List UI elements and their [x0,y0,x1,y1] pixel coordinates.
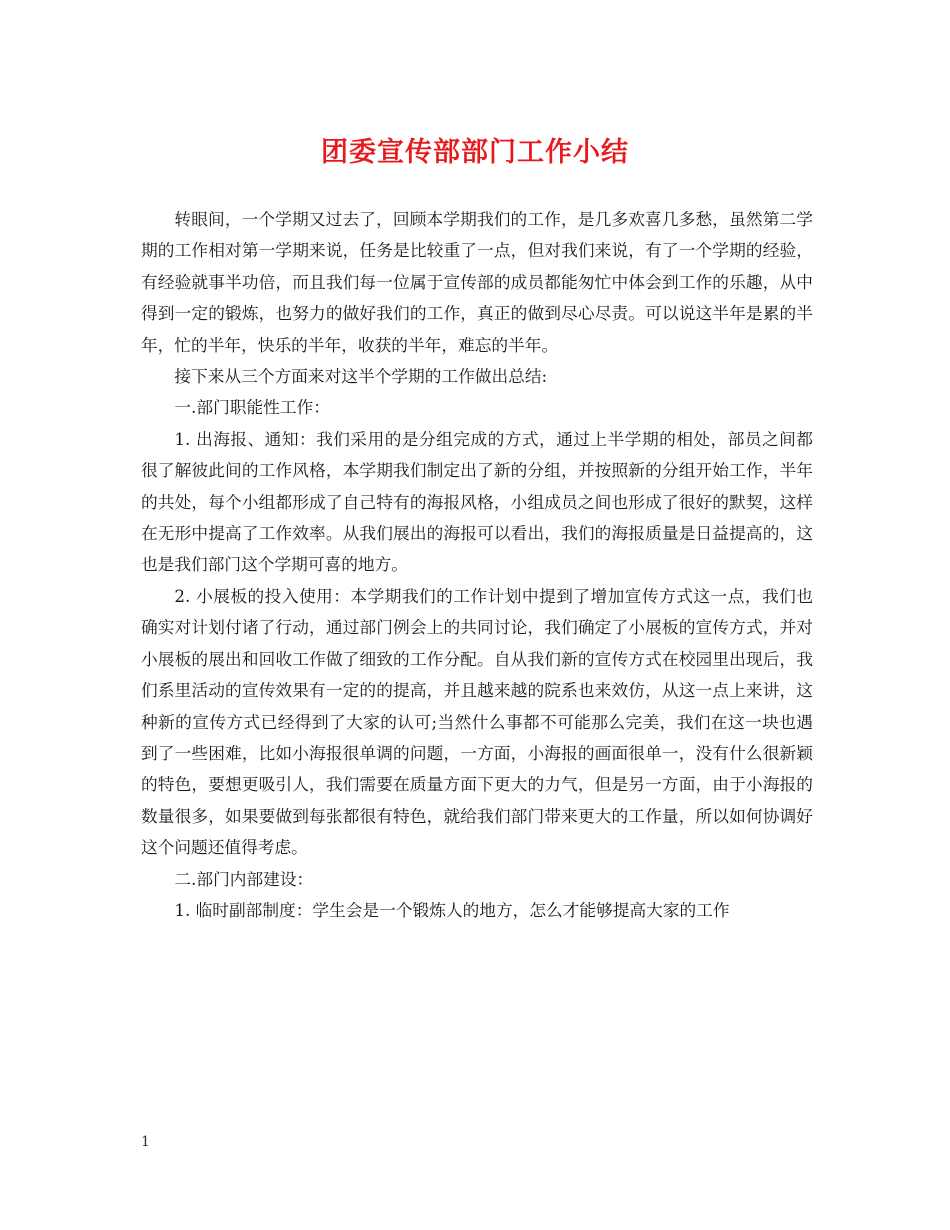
section-heading-internal-construction: 二.部门内部建设： [174,868,314,889]
paragraph-temporary-deputy-system: 1. 临时副部制度：学生会是一个锻炼人的地方，怎么才能够提高大家的工作 [174,899,730,920]
paragraph-posters-notices: 1. 出海报、通知：我们采用的是分组完成的方式，通过上半学期的相处，部员之间都很了解彼此间的工作风格，本学期我们制定出了新的分组，并按照新的分组开始工作，半年的共处，每个小组都形成了自己特有的海报风格，小组成员之间也形成了很好的默契，这样在无形中提高了工作效率。从我们展出的海报可以看出，我们的海报质量是日益提高的，这也是我们部门这个学期可喜的地方。 [141,428,813,575]
paragraph-summary-lead: 接下来从三个方面来对这半个学期的工作做出总结: [174,366,548,387]
paragraph-intro: 转眼间，一个学期又过去了，回顾本学期我们的工作，是几多欢喜几多愁，虽然第二学期的工作相对第一学期来说，任务是比较重了一点，但对我们来说，有了一个学期的经验，有经验就事半功倍，而且我们每一位属于宣传部的成员都能匆忙中体会到工作的乐趣，从中得到一定的锻炼，也努力的做好我们的工作，真正的做到尽心尽责。可以说这半年是累的半年，忙的半年，快乐的半年，收获的半年，难忘的半年。 [141,209,813,355]
paragraph-small-display-boards: 2. 小展板的投入使用：本学期我们的工作计划中提到了增加宣传方式这一点，我们也确实对计划付诸了行动，通过部门例会上的共同讨论，我们确定了小展板的宣传方式，并对小展板的展出和回收工作做了细致的工作分配。自从我们新的宣传方式在校园里出现后，我们系里活动的宣传效果有一定的的提高，并且越来越的院系也来效仿，从这一点上来讲，这种新的宣传方式已经得到了大家的认可;当然什么事都不可能那么完美，我们在这一块也遇到了一些困难，比如小海报很单调的问题，一方面，小海报的画面很单一，没有什么很新颖的特色，要想更吸引人，我们需要在质量方面下更大的力气，但是另一方面，由于小海报的数量很多，如果要做到每张都很有特色，就给我们部门带来更大的工作量，所以如何协调好这个问题还值得考虑。 [141,585,813,858]
document-body [141,204,813,926]
document-title: 团委宣传部部门工作小结 [321,137,629,168]
section-heading-functional-work: 一.部门职能性工作： [174,397,330,418]
page-number: 1 [141,1134,150,1150]
